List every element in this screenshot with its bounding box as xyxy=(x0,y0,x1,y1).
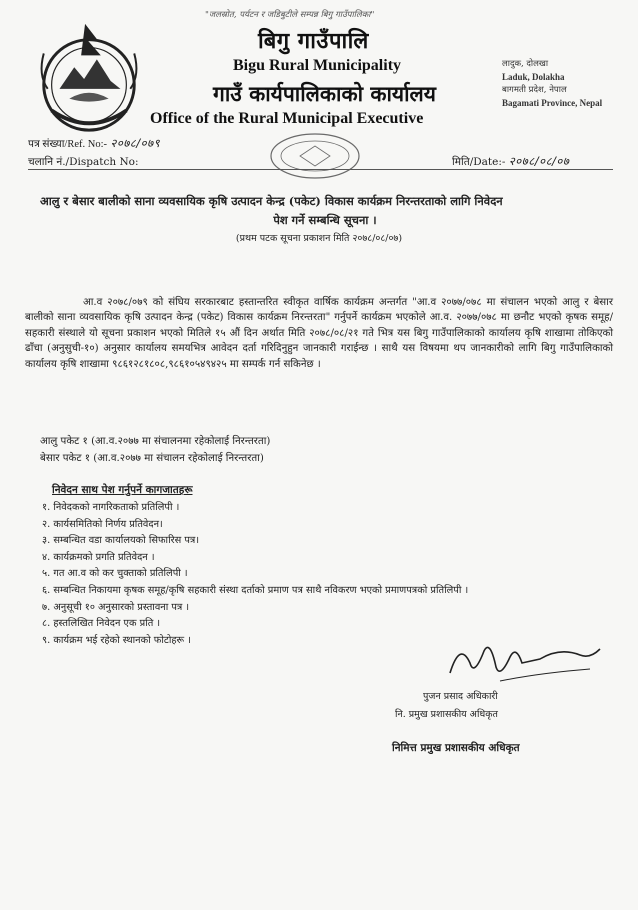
municipality-name-english: Bigu Rural Municipality xyxy=(233,57,402,74)
document-item: १. निवेदकको नागरिकताको प्रतिलिपी । xyxy=(42,502,180,513)
document-item: २. कार्यसमितिको निर्णय प्रतिवेदन। xyxy=(42,518,163,530)
notice-body-text: आ.व २०७८/०७९ को संघिय सरकारबाट हस्तान्तरित स्वीकृत वार्षिक कार्यक्रम अन्तर्गत "आ.व २०७७/०७८ मा संचालन भएको आलु र बेसार बालीको साना व्यवसायिक कृषि उत्पादन केन्द्र (पकेट) विकास कार्यक्रम निरन्तरता" गर्नुपर्ने कार्यक्रम भएकोले आ.व. २०७७/०७८ मा छनौट भएको कृषक समूह/सहकारी संस्थाले यो सूचना प्रकाशन भएको मितिले १५ औं दिन अर्थात मिति २०७८/०८/२१ गते भित्र यस बिगु गाउँपालिकाको कार्यालय कृषि शाखामा तोकिएको ढाँचा (अनुसुची-१०) अनुसार कार्यालय समयभित्र आवेदन दर्ता गरिदिनुहुन जानकारी गराईन्छ । साथै यस विषयमा थप जानकारीको लागि बिगु गाउँपालिकाको कार्यालय कृषि शाखामा ९८६१२८१८०८,९८६१०५४९४२५ मा सम्पर्क गर्न सकिनेछ । xyxy=(25,297,614,370)
notice-title-line-2: पेश गर्ने सम्बन्धि सूचना । xyxy=(273,213,377,227)
signatory-title: नि. प्रमुख प्रशासकीय अधिकृत xyxy=(395,709,498,720)
document-item: ९. कार्यक्रम भई रहेको स्थानको फोटोहरू । xyxy=(42,634,191,646)
reference-number xyxy=(28,136,160,151)
document-item: ४. कार्यक्रमको प्रगति प्रतिवेदन । xyxy=(42,551,155,563)
notice-title xyxy=(40,192,610,230)
government-emblem xyxy=(30,20,148,138)
notice-body xyxy=(25,295,613,372)
ref-value: २०७८/०७९ xyxy=(110,136,161,150)
handwritten-signature xyxy=(440,633,610,693)
address-block xyxy=(502,58,602,110)
notice-subtitle: (प्रथम पटक सूचना प्रकाशन मिति २०७८/०८/०७) xyxy=(235,233,403,244)
date-value: २०७८/०८/०७ xyxy=(508,154,570,168)
address-line-english-1: Laduk, Dolakha xyxy=(502,72,565,82)
signatory-final-title: निमित्त प्रमुख प्रशासकीय अधिकृत xyxy=(392,742,520,754)
office-name-nepali: गाउँ कार्यपालिकाको कार्यालय xyxy=(213,81,436,106)
document-item: ३. सम्बन्धित वडा कार्यालयको सिफारिस पत्र। xyxy=(42,535,200,547)
program-item: बेसार पकेट १ (आ.व.२०७७ मा संचालन रहेकोलाई निरन्तरता) xyxy=(40,453,264,464)
municipality-name-nepali: बिगु गाउँपालि xyxy=(258,28,369,54)
header-divider xyxy=(28,169,613,170)
dispatch-number xyxy=(28,154,139,169)
letter-date xyxy=(452,154,569,169)
program-item: आलु पकेट १ (आ.व.२०७७ मा संचालनमा रहेकोलाई निरन्तरता) xyxy=(40,436,271,447)
address-line-english-2: Bagamati Province, Nepal xyxy=(502,98,603,108)
document-item: ८. हस्तलिखित निवेदन एक प्रति । xyxy=(42,618,161,630)
documents-heading: निवेदन साथ पेश गर्नुपर्ने कागजातहरू xyxy=(52,484,193,496)
notice-title-line-1: आलु र बेसार बालीको साना व्यवसायिक कृषि उत्पादन केन्द्र (पकेट) विकास कार्यक्रम निरन्तरताको लागि निवेदन xyxy=(40,194,503,208)
address-line-nepali-1: लादुक, दोलखा xyxy=(502,59,549,69)
date-label: मिति/Date:- xyxy=(452,156,506,168)
dispatch-label: चलानि नं./Dispatch No: xyxy=(28,156,139,168)
document-item: ५. गत आ.व को कर चुक्ताको प्रतिलिपी । xyxy=(42,568,188,580)
motto: "जलस्रोत, पर्यटन र जडिबुटीले सम्पन्न बिगु गाउँपालिका" xyxy=(205,10,375,20)
signatory-name: पुजन प्रसाद अधिकारी xyxy=(423,691,498,702)
ref-label: पत्र संख्या/Ref. No:- xyxy=(28,139,108,150)
address-line-nepali-2: बागमती प्रदेश, नेपाल xyxy=(502,85,567,95)
office-stamp xyxy=(260,128,370,188)
office-name-english: Office of the Rural Municipal Executive xyxy=(150,110,424,127)
documents-list xyxy=(42,500,468,649)
document-item: ७. अनुसूची १० अनुसारको प्रस्तावना पत्र । xyxy=(42,601,190,613)
document-item: ६. सम्बन्धित निकायमा कृषक समूह/कृषि सहकारी संस्था दर्ताको प्रमाण पत्र साथै नविकरण भएको प्रमाणपत्रको प्रतिलिपी । xyxy=(42,584,469,596)
program-list xyxy=(40,433,270,467)
